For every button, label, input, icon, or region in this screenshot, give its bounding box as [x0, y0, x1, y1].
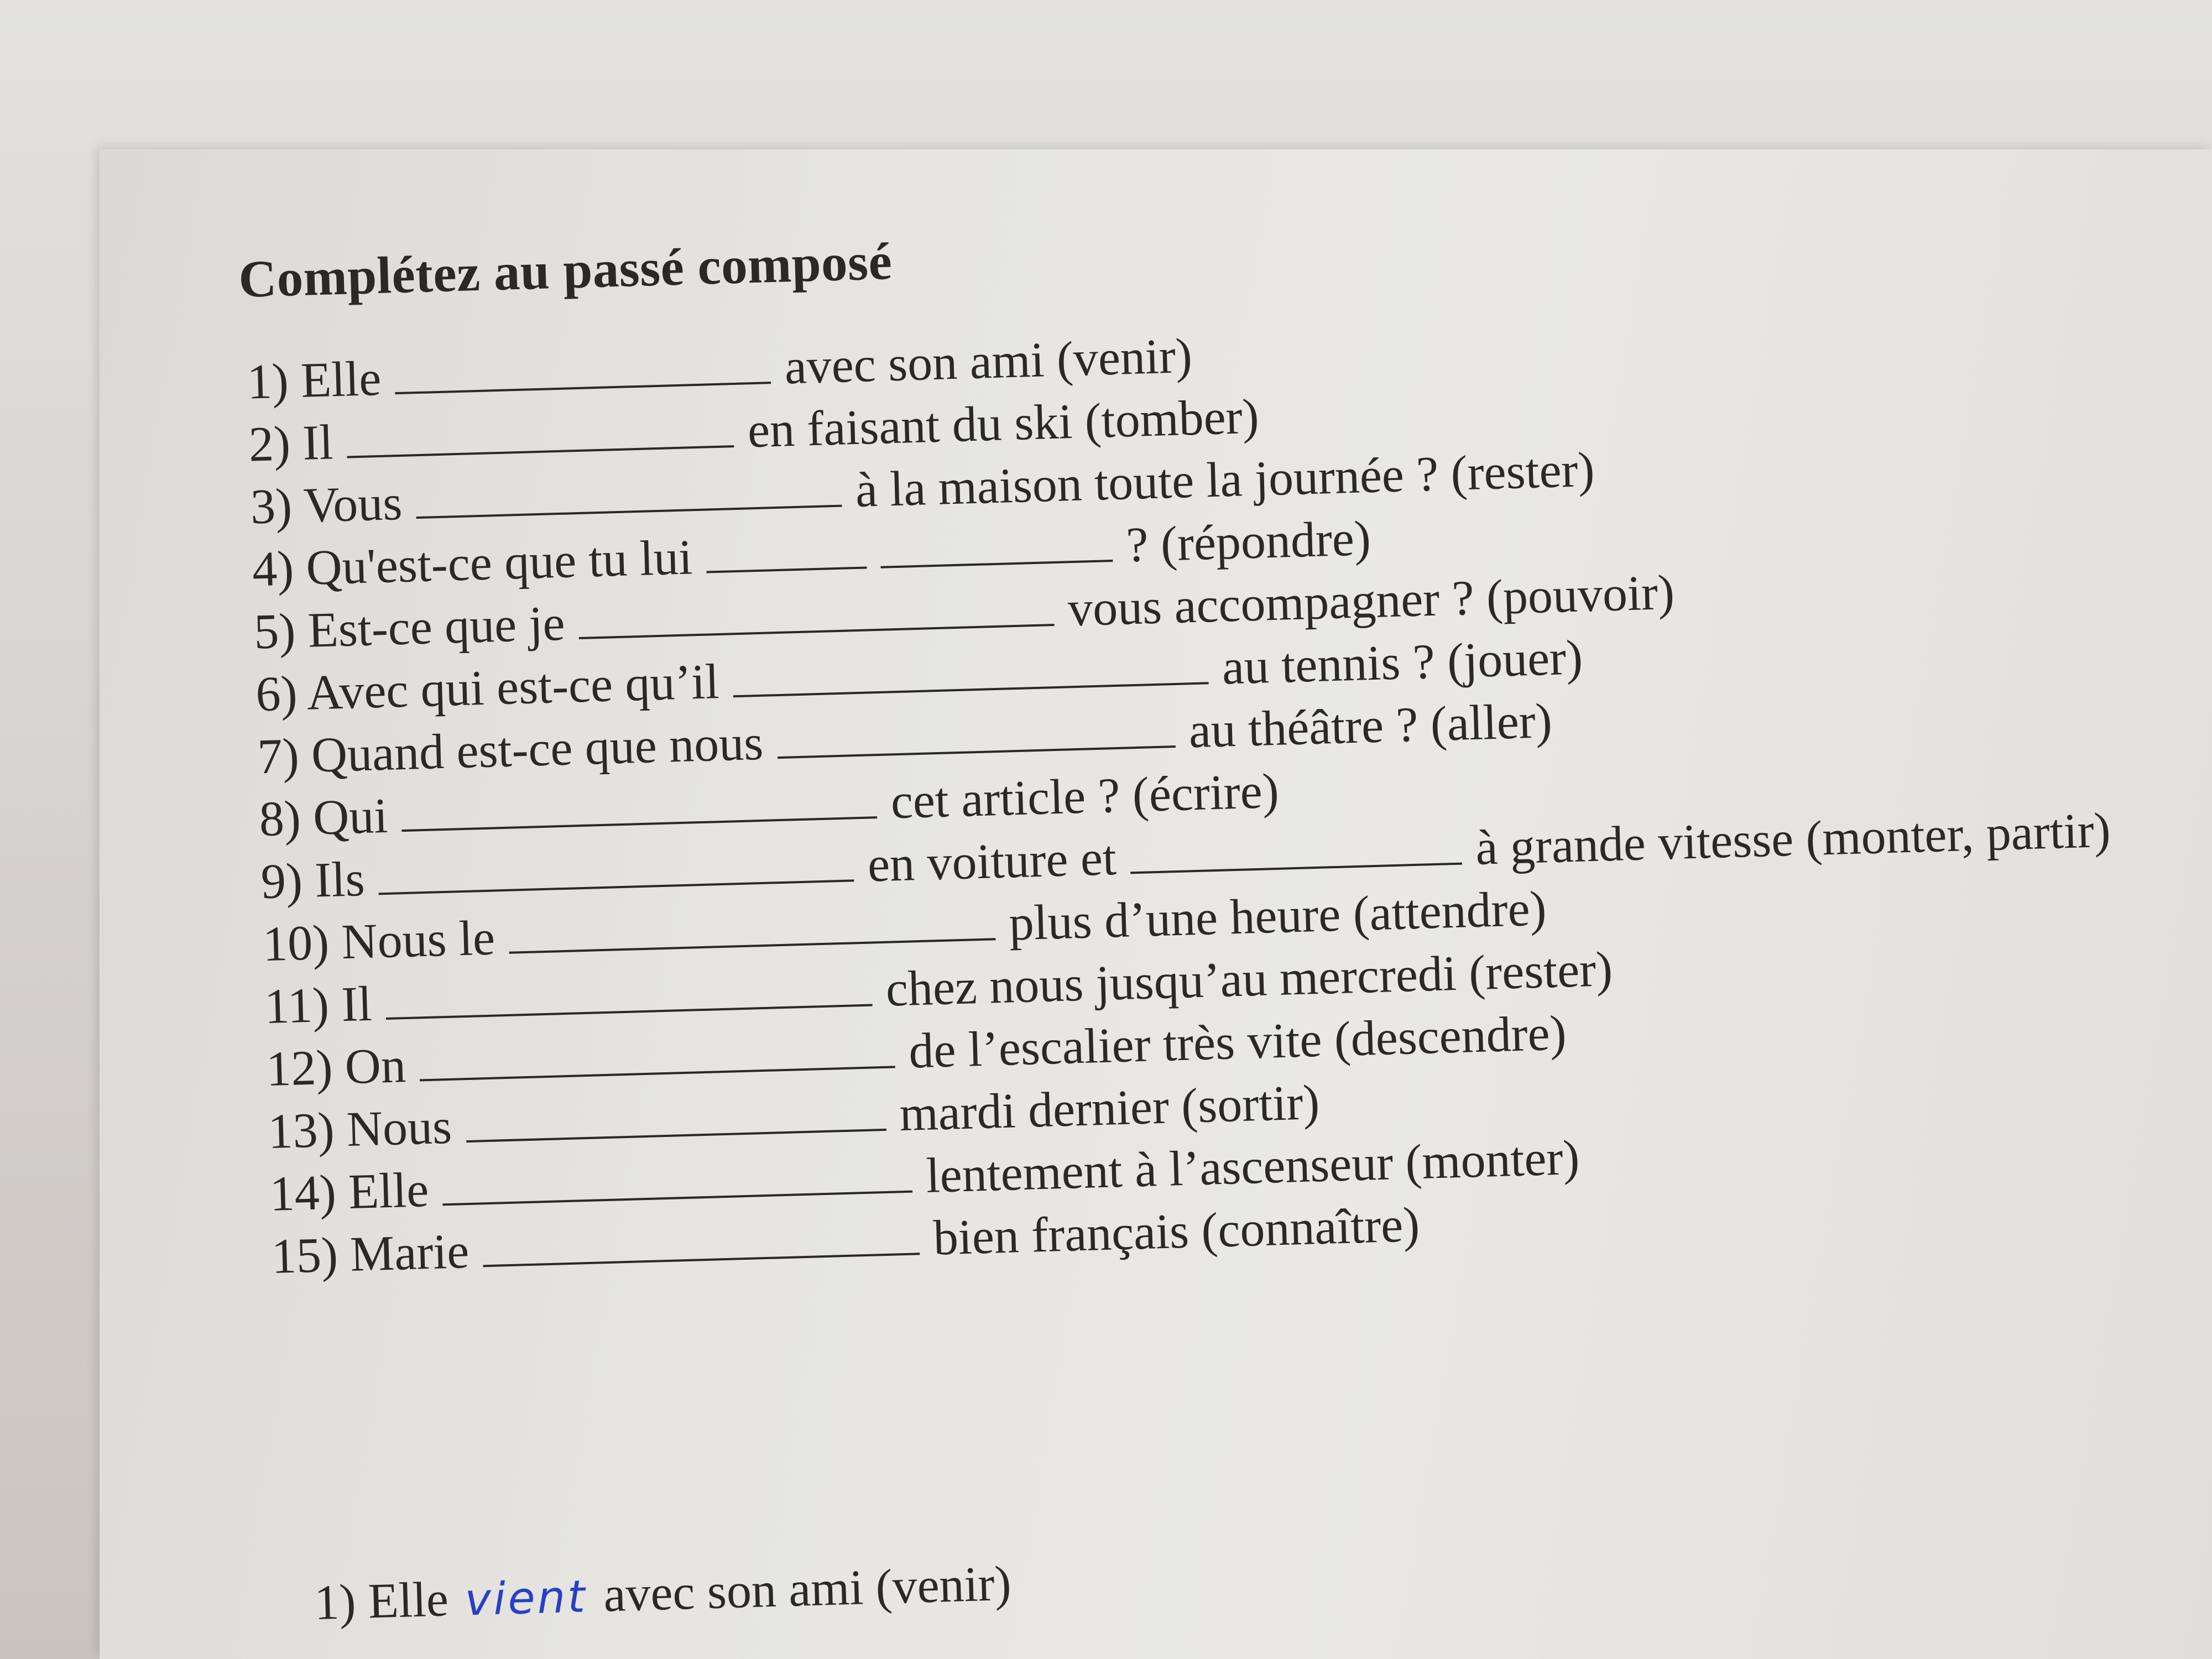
- answer-blank[interactable]: [578, 596, 1055, 639]
- answer-blank[interactable]: [347, 418, 734, 458]
- answer-subject: 1) Elle: [314, 1572, 450, 1631]
- answer-blank-second[interactable]: [1130, 835, 1462, 874]
- exercise-subject: 15) Marie: [270, 1224, 470, 1284]
- handwritten-answer: vient: [464, 1571, 588, 1626]
- answer-blank[interactable]: [442, 1163, 912, 1206]
- exercise-rest: chez nous jusqu’au mercredi (rester): [885, 942, 1614, 1017]
- exercise-rest: avec son ami (venir): [784, 328, 1193, 395]
- exercise-subject: 8) Qui: [258, 788, 389, 847]
- answer-blank[interactable]: [733, 654, 1209, 697]
- exercise-subject: 13) Nous: [267, 1099, 453, 1160]
- exercise-rest: plus d’une heure (attendre): [1008, 881, 1547, 951]
- answer-blank-auxiliary[interactable]: [706, 539, 867, 573]
- answer-blank[interactable]: [508, 910, 995, 954]
- answer-blank[interactable]: [776, 718, 1175, 759]
- exercise-rest: ? (répondre): [1125, 511, 1372, 573]
- exercise-subject: 2) Il: [248, 415, 334, 472]
- exercise-rest: vous accompagner ? (pouvoir): [1067, 565, 1676, 637]
- exercise-rest: à grande vitesse (monter, partir): [1475, 802, 2111, 875]
- exercise-rest: de l’escalier très vite (descendre): [908, 1005, 1567, 1079]
- answer-blank[interactable]: [482, 1225, 920, 1267]
- exercise-rest: cet article ? (écrire): [890, 763, 1280, 830]
- answer-blank-participle[interactable]: [880, 532, 1113, 568]
- answer-blank[interactable]: [401, 789, 878, 832]
- exercise-subject: 10) Nous le: [262, 910, 496, 972]
- exercise-subject: 3) Vous: [249, 475, 403, 535]
- exercise-middle: en voiture et: [867, 831, 1118, 893]
- answer-blank[interactable]: [385, 977, 873, 1020]
- answer-rest: avec son ami (venir): [603, 1556, 1012, 1623]
- exercise-rest: au tennis ? (jouer): [1221, 630, 1584, 695]
- exercise-rest: en faisant du ski (tomber): [747, 389, 1260, 458]
- answer-blank[interactable]: [416, 477, 842, 519]
- exercise-subject: 11) Il: [263, 976, 373, 1035]
- exercise-subject: 5) Est-ce que je: [253, 596, 566, 660]
- answer-blank[interactable]: [465, 1101, 886, 1142]
- worksheet: [238, 196, 2183, 1631]
- exercise-subject: 7) Quand est-ce que nous: [257, 715, 764, 785]
- exercise-rest: mardi dernier (sortir): [899, 1075, 1321, 1142]
- exercise-subject: 1) Elle: [246, 351, 382, 410]
- exercise-rest: au théâtre ? (aller): [1188, 693, 1553, 759]
- exercise-subject: 4) Qu'est-ce que tu lui: [251, 530, 693, 597]
- answer-blank-first[interactable]: [378, 852, 854, 895]
- exercise-rest: lentement à l’ascenseur (monter): [925, 1130, 1580, 1203]
- exercise-subject: 14) Elle: [269, 1162, 430, 1222]
- answer-blank[interactable]: [394, 354, 771, 394]
- exercise-subject: 6) Avec qui est-ce qu’il: [255, 654, 720, 722]
- exercise-rest: bien français (connaître): [932, 1197, 1421, 1266]
- exercise-subject: 12) On: [265, 1038, 407, 1097]
- answer-blank[interactable]: [419, 1038, 895, 1081]
- exercise-rest: à la maison toute la journée ? (rester): [854, 442, 1595, 518]
- exercise-subject: 9) Ils: [260, 852, 366, 910]
- worksheet-title: Complétez au passé composé: [238, 231, 893, 309]
